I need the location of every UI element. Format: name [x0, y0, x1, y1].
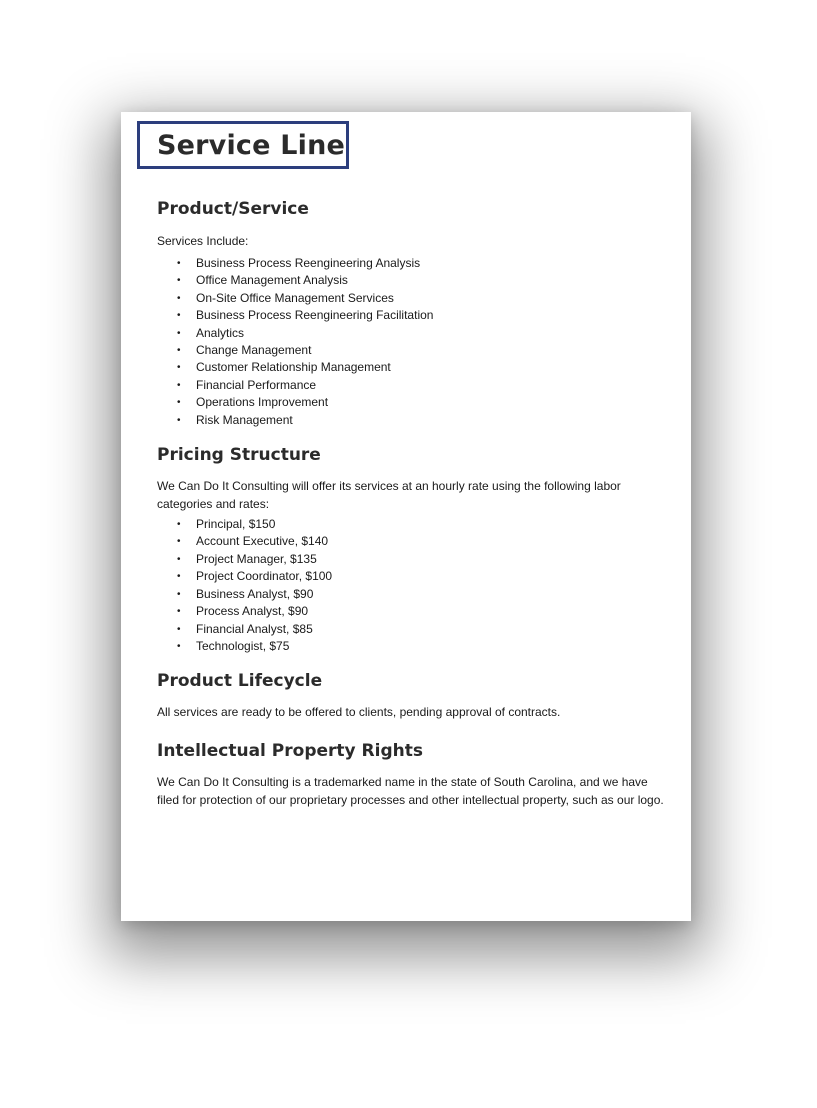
list-item: • Account Executive, $140 — [157, 533, 671, 550]
bullet-icon: • — [177, 553, 181, 565]
document-content — [157, 199, 671, 809]
bullet-icon: • — [177, 606, 181, 618]
bullet-icon: • — [177, 640, 181, 652]
list-item: • Change Management — [157, 342, 671, 359]
bullet-icon: • — [177, 327, 181, 339]
bullet-icon: • — [177, 588, 181, 600]
bullet-icon: • — [177, 258, 181, 269]
pricing-heading: Pricing Structure — [157, 445, 321, 466]
pricing-intro: We Can Do It Consulting will offer its services at an hourly rate using the following labor categories and rates: — [157, 479, 621, 512]
lifecycle-heading: Product Lifecycle — [157, 671, 323, 692]
bullet-icon: • — [177, 536, 181, 548]
bullet-icon: • — [177, 362, 181, 374]
list-item: • Financial Performance — [157, 377, 671, 394]
list-item: • Risk Management — [157, 412, 671, 429]
bullet-icon: • — [177, 414, 181, 426]
ip-rights-text: We Can Do It Consulting is a trademarked name in the state of South Carolina, and we have filed for protection of our proprietary processes and other intellectual property, such as our logo. — [157, 775, 664, 808]
rates-list — [157, 516, 671, 655]
bullet-icon: • — [177, 275, 181, 287]
list-item: • Project Manager, $135 — [157, 551, 671, 568]
list-item: • Office Management Analysis — [157, 272, 671, 289]
page-title: Service Line — [157, 129, 346, 161]
bullet-icon: • — [177, 623, 181, 635]
list-item: • Principal, $150 — [157, 516, 671, 533]
list-item: • Business Process Reengineering Facilitation — [157, 307, 671, 324]
list-item: • Customer Relationship Management — [157, 359, 671, 376]
lifecycle-text: All services are ready to be offered to clients, pending approval of contracts. — [157, 705, 561, 720]
bullet-icon: • — [177, 397, 181, 409]
list-item: • Technologist, $75 — [157, 638, 671, 655]
list-item: • Analytics — [157, 325, 671, 342]
bullet-icon: • — [177, 310, 181, 322]
bullet-icon: • — [177, 571, 181, 583]
services-intro: Services Include: — [157, 234, 249, 248]
list-item: • Operations Improvement — [157, 394, 671, 411]
list-item: • Process Analyst, $90 — [157, 603, 671, 620]
product-service-heading: Product/Service — [157, 199, 309, 219]
document-page — [121, 112, 691, 921]
list-item: • Project Coordinator, $100 — [157, 568, 671, 585]
bullet-icon: • — [177, 379, 181, 391]
list-item: • On-Site Office Management Services — [157, 290, 671, 307]
ip-rights-heading: Intellectual Property Rights — [157, 741, 423, 762]
services-list — [157, 255, 671, 429]
title-box — [137, 121, 349, 169]
bullet-icon: • — [177, 292, 181, 304]
bullet-icon: • — [177, 345, 181, 357]
list-item: • Financial Analyst, $85 — [157, 621, 671, 638]
list-item: • Business Analyst, $90 — [157, 586, 671, 603]
list-item: • Business Process Reengineering Analysis — [157, 255, 671, 272]
bullet-icon: • — [177, 519, 181, 531]
